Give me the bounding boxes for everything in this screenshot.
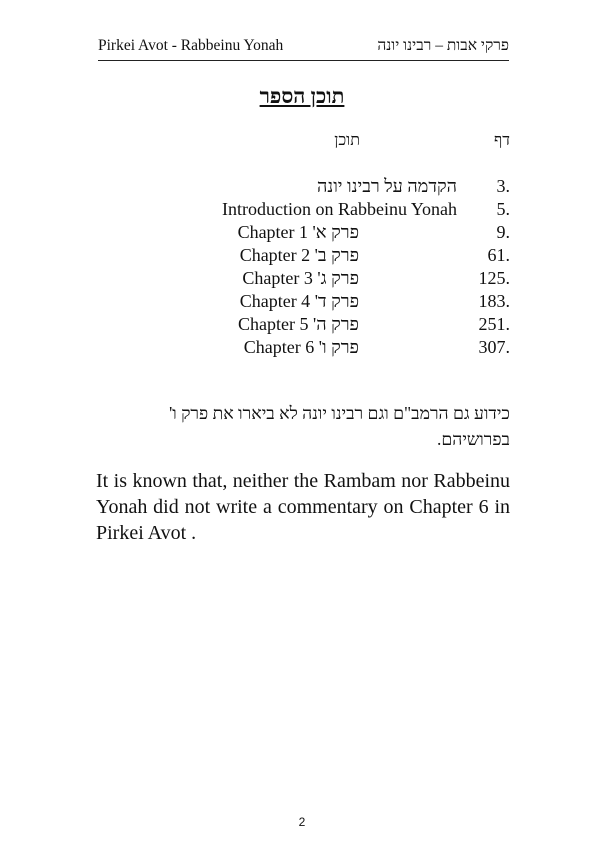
toc-entry-title: פרק ו' Chapter 6 — [243, 337, 359, 357]
toc-entry-page: 251. — [478, 314, 510, 334]
toc-entry — [150, 222, 510, 244]
toc-entry-page: 3. — [496, 176, 510, 196]
toc-entry-page: 9. — [496, 222, 510, 242]
english-note: It is known that, neither the Rambam nor Rabbeinu Yonah did not write a commentary on Chapter 6 in Pirkei Avot . — [96, 470, 510, 544]
toc-entry — [150, 245, 510, 267]
toc-entry-page: 61. — [487, 245, 510, 265]
toc-title: תוכן הספר — [259, 84, 345, 108]
toc-entry-page: 183. — [478, 291, 510, 311]
toc-entry — [150, 199, 510, 221]
toc-entry-title: Introduction on Rabbeinu Yonah — [222, 199, 457, 219]
header-english-title: Pirkei Avot - Rabbeinu Yonah — [98, 37, 284, 54]
toc-entry-title: פרק ה' Chapter 5 — [238, 314, 359, 334]
toc-entry-page: 125. — [478, 268, 510, 288]
toc-content-column-heading: תוכן — [334, 132, 360, 149]
toc-entry-title: פרק ד' Chapter 4 — [239, 291, 359, 311]
toc-entry-title: הקדמה על רבינו יונה — [316, 176, 457, 196]
toc-entry-title: פרק ב' Chapter 2 — [239, 245, 359, 265]
toc-entry-title: פרק ג' Chapter 3 — [242, 268, 359, 288]
page-number: 2 — [298, 815, 306, 829]
header-hebrew-title: פרקי אבות – רבינו יונה — [377, 37, 509, 54]
toc-entry-page: 307. — [478, 337, 510, 357]
toc-page-column-heading: דף — [494, 132, 510, 149]
toc-entry-title: פרק א' Chapter 1 — [237, 222, 359, 242]
toc-entry — [150, 337, 510, 359]
toc-entry — [150, 314, 510, 336]
toc-entry-page: 5. — [496, 199, 510, 219]
hebrew-note: כידוע גם הרמב"ם וגם רבינו יונה לא ביארו את פרק ו' בפרושיהם. — [169, 403, 510, 449]
toc-entry — [150, 291, 510, 313]
toc-entry — [150, 176, 510, 198]
toc-entry — [150, 268, 510, 290]
running-header — [98, 34, 509, 61]
